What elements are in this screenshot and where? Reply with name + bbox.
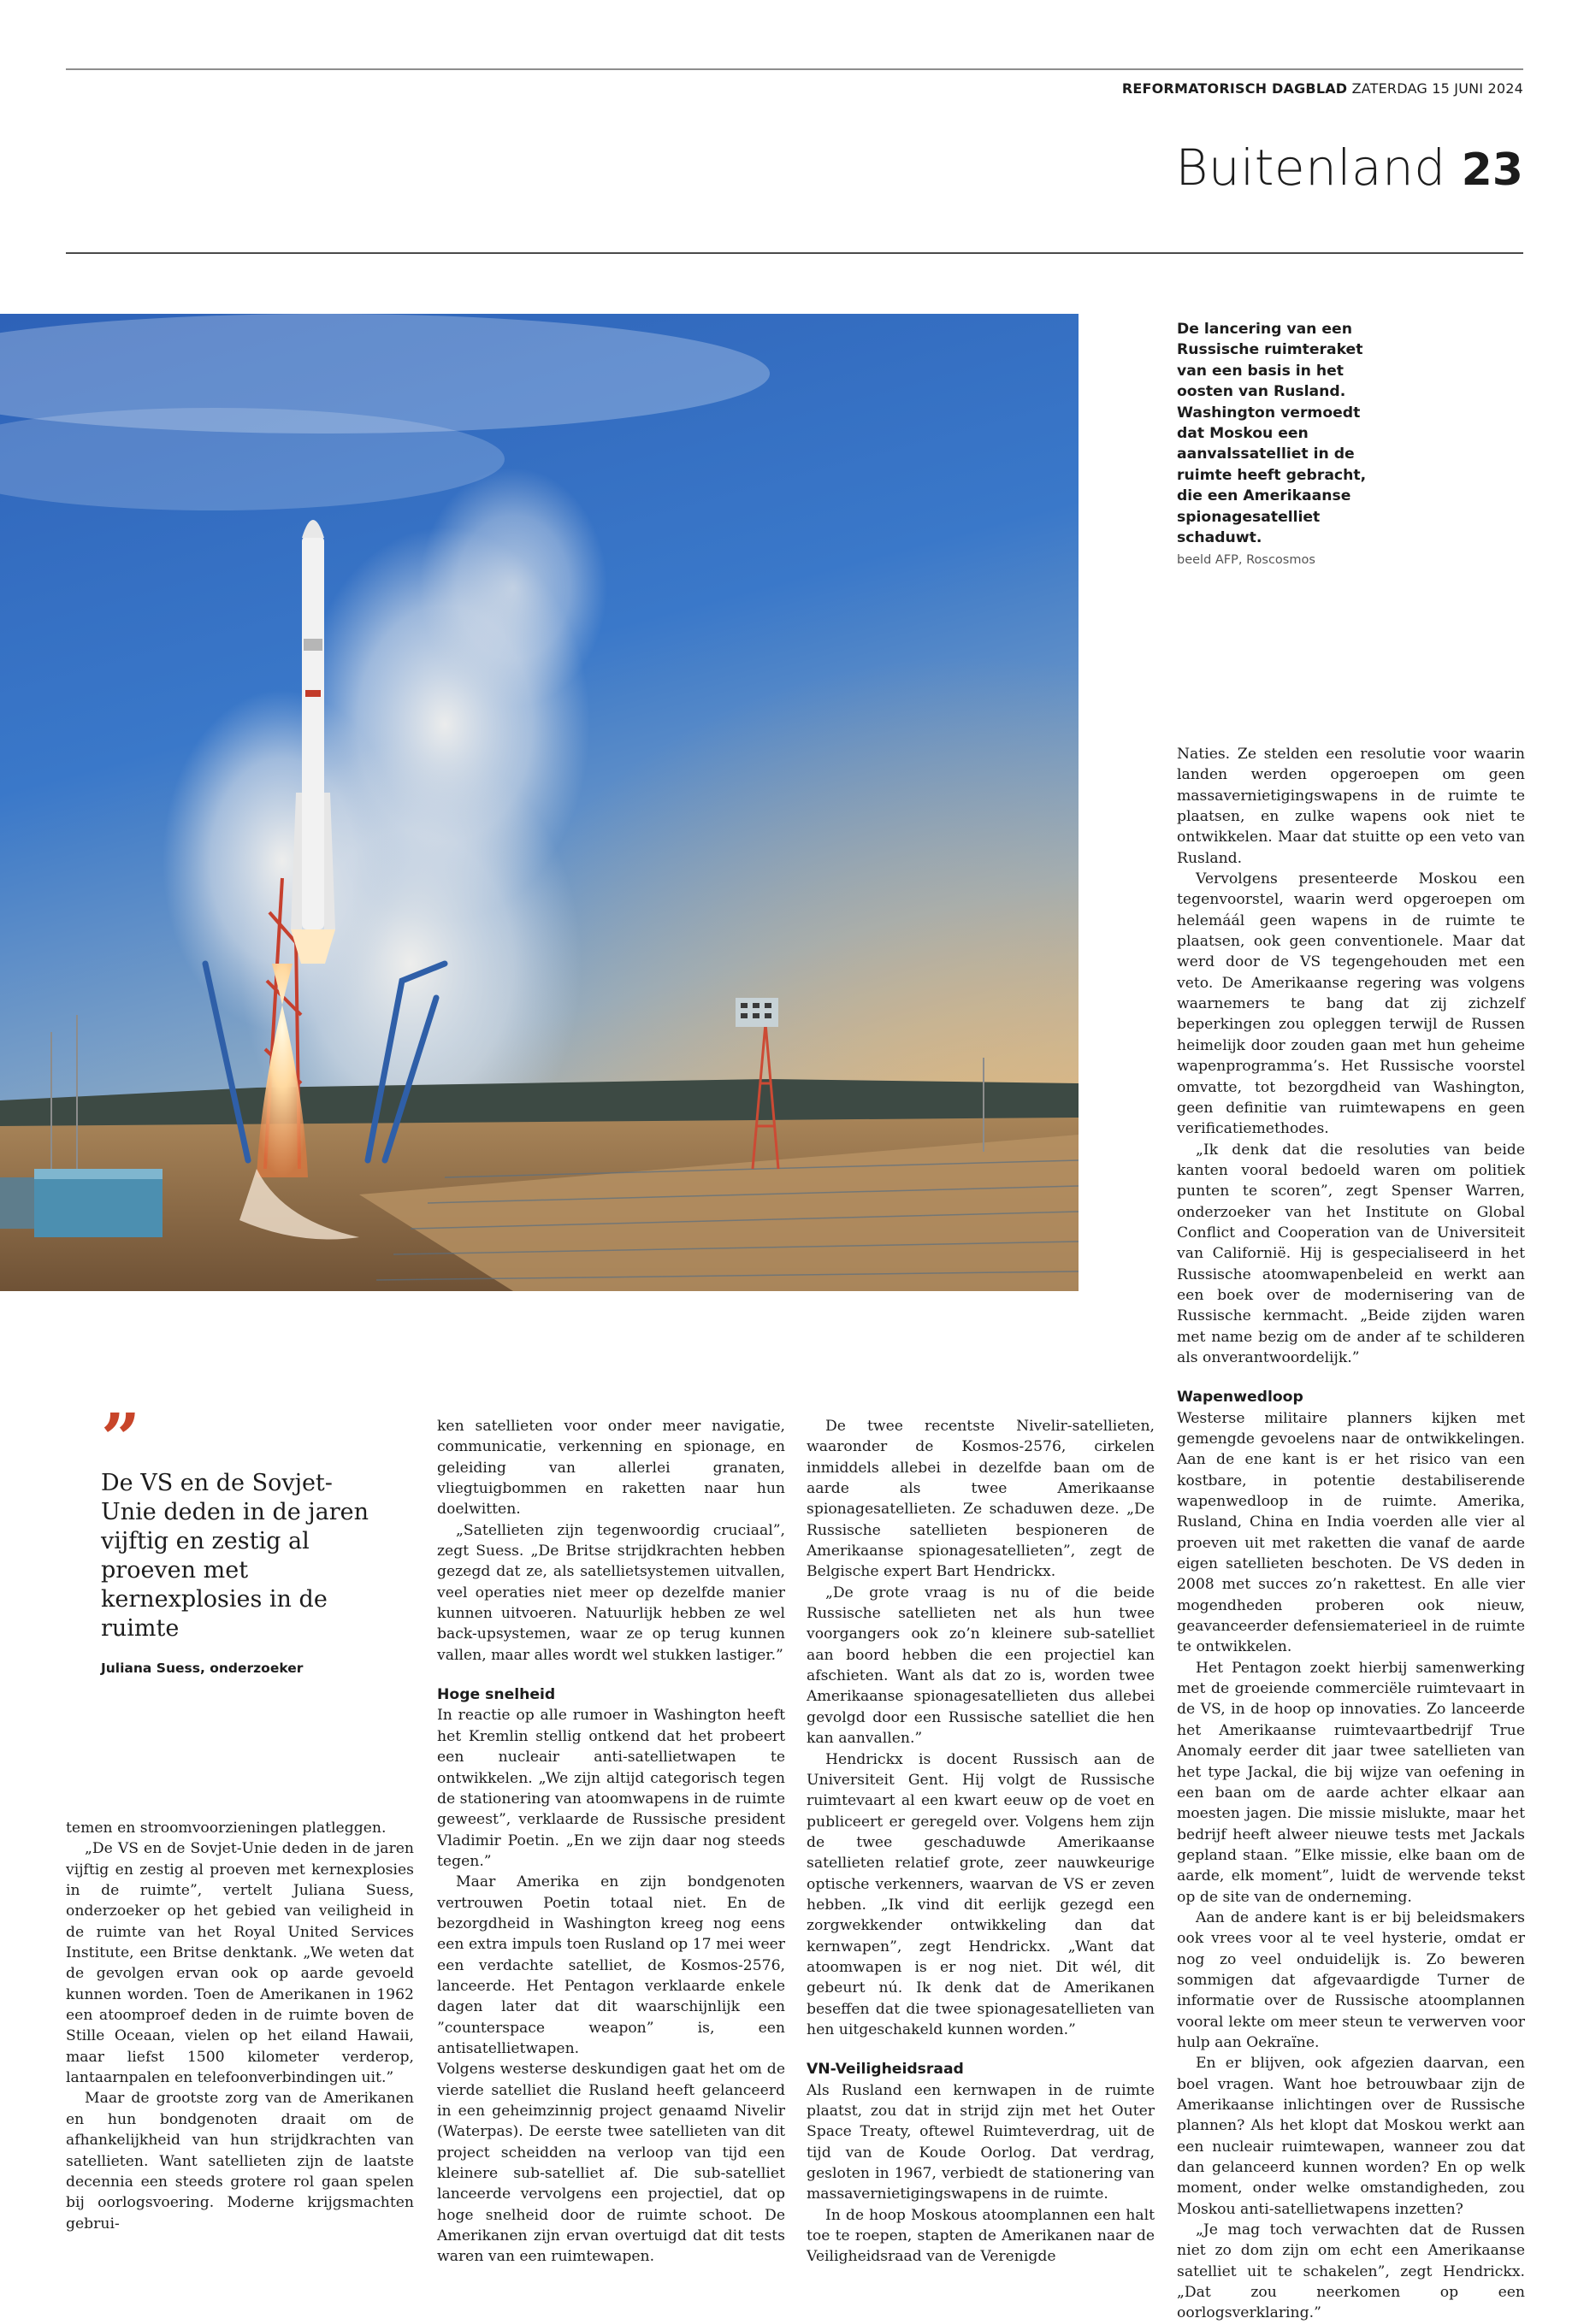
issue-date: ZATERDAG 15 JUNI 2024 xyxy=(1351,80,1523,97)
paragraph: Vervolgens presenteerde Moskou een tegenvoorstel, waarin werd opgeroepen om helemáál geen wapens in de ruimte te plaatsen, ook geen conventionele. Maar dat werd door de VS tegengehouden met een veto. De Amerikaanse regering was volgens waarnemers te bang dat zij zichzelf beperkingen zou opleggen terwijl de Russen heimelijk door zouden gaan met hun geheime wapenprogramma’s. Het Russische voorstel omvatte, tot bezorgdheid van Washington, geen definitie van ruimtewapens en geen verificatiemethodes. xyxy=(1177,870,1525,1138)
quote-author: Juliana Suess, onderzoeker xyxy=(101,1660,304,1676)
paragraph: „De VS en de Sovjet-Unie deden in de jaren vijftig en zestig al proeven met kernexplosies in de ruimte”, vertelt Juliana Suess, onderzoeker op het gebied van veiligheid in de ruimte van het Royal United Services Institute, een Britse denktank. „We weten dat de gevolgen ervan ook op aarde gevoeld kunnen worden. Toen de Amerikanen in 1962 een atoomproef deden in de ruimte boven de Stille Oceaan, vielen op het eiland Hawaii, maar liefst 1500 kilometer verderop, lantaarnpalen en telefoonverbindingen uit.” xyxy=(66,1840,414,2087)
paragraph: Volgens westerse deskundigen gaat het om de vierde satelliet die Rusland heeft gelanceerd in een geheimzinnig project genaamd Nivelir (Waterpas). De eerste twee satellieten van dit project scheidden na verloop van tijd een kleinere sub-satelliet af. Die sub-satelliet lanceerde vervolgens een projectiel, dat op hoge snelheid door de ruimte schoot. De Amerikanen zijn ervan overtuigd dat dit tests waren van een ruimtewapen. xyxy=(437,2061,785,2266)
rocket-launch-photo xyxy=(0,314,1079,1291)
paragraph: In de hoop Moskous atoomplannen een halt toe te roepen, stapten de Amerikanen naar de Veiligheidsraad van de Verenigde xyxy=(807,2206,1155,2266)
article-column-3 xyxy=(807,1416,1155,2268)
paragraph: ken satellieten voor onder meer navigatie, communicatie, verkenning en spionage, en geleiding van allerlei granaten, vliegtuigbommen en raketten naar hun doelwitten. xyxy=(437,1418,785,1519)
paragraph: De twee recentste Nivelir-satellieten, waaronder de Kosmos-2576, cirkelen inmiddels allebei in dezelfde baan om de aarde als twee Amerikaanse spionagesatellieten. Ze schaduwen deze. „De Russische satellieten bespioneren de Amerikaanse spionagesatellieten”, zegt de Belgische expert Bart Hendrickx. xyxy=(807,1418,1155,1581)
header-rule xyxy=(66,252,1523,254)
article-column-4 xyxy=(1177,744,1525,2324)
paragraph: Maar de grootste zorg van de Amerikanen en hun bondgenoten draait om de afhankelijkheid van hun strijdkrachten van satellieten. Want satellieten zijn de laatste decennia een steeds grotere rol gaan spelen bij oorlogsvoering. Moderne krijgsmachten gebrui- xyxy=(66,2090,414,2233)
paragraph: Als Rusland een kernwapen in de ruimte plaatst, zou dat in strijd zijn met het Outer Space Treaty, oftewel Ruimteverdrag, uit de tijd van de Koude Oorlog. Dat verdrag, gesloten in 1967, verbiedt de stationering van massavernietigingswapens in de ruimte. xyxy=(807,2081,1155,2203)
paper-name: REFORMATORISCH DAGBLAD xyxy=(1121,80,1348,97)
paragraph: temen en stroomvoorzieningen platleggen. xyxy=(66,1820,387,1837)
subheading-wapenwedloop: Wapenwedloop xyxy=(1177,1389,1303,1407)
section-header xyxy=(1175,139,1523,197)
quote-mark-icon: ” xyxy=(101,1398,136,1478)
pull-quote xyxy=(101,1398,383,1676)
caption-text: De lancering van een Russische ruimteraket van een basis in het oosten van Rusland. Washington vermoedt dat Moskou een aanvalssatelliet in de ruimte heeft gebracht, die een Amerikaanse spionagesatelliet schaduwt. xyxy=(1177,321,1367,547)
subheading-vn-veiligheidsraad: VN-Veiligheidsraad xyxy=(807,2061,964,2079)
section-name: Buitenland xyxy=(1175,139,1446,197)
article-column-1 xyxy=(66,1818,414,2234)
paragraph: Hendrickx is docent Russisch aan de Universiteit Gent. Hij volgt de Russische ruimtevaart al een kwart eeuw op de voet en publiceert er geregeld over. Volgens hem zijn de twee geschaduwde Amerikaanse satellieten relatief grote, zeer nauwkeurige optische verkenners, waarvan de VS er zeven hebben. „Ik vind dit eerlijk gezegd een zorgwekkender ontwikkeling dan dat kernwapen”, zegt Hendrickx. „Want dat atoomwapen is er nog niet. Dit wél, dit gebeurt nú. Ik denk dat de Amerikanen beseffen dat die twee spionagesatellieten van hen uitgeschakeld kunnen worden.” xyxy=(807,1750,1155,2038)
photo-credit: beeld AFP, Roscosmos xyxy=(1177,553,1315,568)
article-column-2 xyxy=(437,1416,785,2268)
paragraph: „Je mag toch verwachten dat de Russen niet zo dom zijn om echt een Amerikaanse satelliet uit te schakelen”, zegt Hendrickx. „Dat zou neerkomen op een oorlogsverklaring.” xyxy=(1177,2221,1525,2322)
paragraph: En er blijven, ook afgezien daarvan, een boel vragen. Want hoe betrouwbaar zijn de Amerikaanse inlichtingen over de Russische plannen? Als het klopt dat Moskou werkt aan een nucleair ruimtewapen, wanneer zou dat dan gelanceerd kunnen worden? En op welk moment, onder welke omstandigheden, zou Moskou anti-satellietwapens inzetten? xyxy=(1177,2055,1525,2218)
spacer xyxy=(437,1666,785,1684)
paragraph: „De grote vraag is nu of die beide Russische satellieten net als hun twee voorgangers ook zo’n kleinere sub-satelliet aan boord hebben die een projectiel kan afschieten. Want als dat zo is, worden twee Amerikaanse spionagesatellieten dus allebei gevolgd door een Russische satelliet die hen kan aanvallen.” xyxy=(807,1584,1155,1748)
subheading-hoge-snelheid: Hoge snelheid xyxy=(437,1686,556,1704)
paragraph: Naties. Ze stelden een resolutie voor waarin landen werden opgeroepen om geen massavernietigingswapens in de ruimte te plaatsen, en zulke wapens ook niet te ontwikkelen. Maar dat stuitte op een veto van Rusland. xyxy=(1177,746,1525,867)
spacer xyxy=(807,2040,1155,2059)
top-rule xyxy=(66,68,1523,70)
photo-caption xyxy=(1177,319,1382,571)
paragraph: In reactie op alle rumoer in Washington heeft het Kremlin stellig ontkend dat het probeert een nucleair anti-satellietwapen te ontwikkelen. „We zijn altijd categorisch tegen de stationering van atoomwapens in de ruimte geweest”, verklaarde de Russische president Vladimir Poetin. „En we zijn daar nog steeds tegen.” xyxy=(437,1707,785,1870)
paragraph: Maar Amerika en zijn bondgenoten vertrouwen Poetin totaal niet. En de bezorgdheid in Washington kreeg nog eens een extra impuls toen Rusland op 17 mei weer een verdachte satelliet, de Kosmos-2576, lanceerde. Het Pentagon verklaarde enkele dagen later dat dit waarschijnlijk een ”counterspace weapon” is, een antisatellietwapen. xyxy=(437,1873,785,2057)
paragraph: „Ik denk dat die resoluties van beide kanten vooral bedoeld waren om politiek punten te scoren”, zegt Spenser Warren, onderzoeker van het Institute on Global Conflict and Cooperation van de Universiteit van Californië. Hij is gespecialiseerd in het Russische atoomwapenbeleid en werkt aan een boek over de modernisering van de Russische kernmacht. „Beide zijden waren met name bezig om de ander af te schilderen als onverantwoordelijk.” xyxy=(1177,1141,1525,1366)
page-number: 23 xyxy=(1461,145,1523,196)
paragraph: Het Pentagon zoekt hierbij samenwerking met de groeiende commerciële ruimtevaart in de VS, in de hoop op innovaties. Zo lanceerde het Amerikaanse ruimtevaartbedrijf True Anomaly eerder dit jaar twee satellieten van het type Jackal, die bij wijze van oefening in een baan om de aarde achter elkaar aan moesten jagen. Die missie mislukte, maar het bedrijf heeft alweer nieuwe tests met Jackals gepland staan. ”Elke missie, elke baan om de aarde, elk moment”, luidt de wervende tekst op de site van de onderneming. xyxy=(1177,1659,1525,1906)
spacer xyxy=(1177,1368,1525,1387)
paragraph: Aan de andere kant is er bij beleidsmakers ook vrees voor al te veel hysterie, omdat er nog zo veel onduidelijk is. Zo beweren sommigen dat afgevaardigde Turner de informatie over de Russische atoomplannen vooral lekte om meer steun te verwerven voor hulp aan Oekraïne. xyxy=(1177,1908,1525,2051)
masthead xyxy=(1122,80,1523,97)
quote-text: De VS en de Sovjet-Unie deden in de jaren vijftig en zestig al proeven met kernexplosies in de ruimte xyxy=(101,1470,369,1642)
paragraph: „Satellieten zijn tegenwoordig cruciaal”, zegt Suess. „De Britse strijdkrachten hebben gezegd dat ze, als satellietsystemen uitvallen, veel operaties niet meer op dezelfde manier kunnen uitvoeren. Natuurlijk hebben ze wel back-upsystemen, waar ze op terug kunnen vallen, maar alles wordt wel stukken lastiger.” xyxy=(437,1521,785,1664)
paragraph: Westerse militaire planners kijken met gemengde gevoelens naar de ontwikkelingen. Aan de ene kant is er het risico van een kostbare, in potentie destabiliserende wapenwedloop in de ruimte. Amerika, Rusland, China en India voerden alle vier al proeven uit met raketten die vanaf de aarde eigen satellieten beschoten. De VS deden in 2008 met succes zo’n rakettest. En alle vier mogendheden proberen ook nieuw, geavanceerder defensiematerieel in de ruimte te ontwikkelen. xyxy=(1177,1409,1525,1656)
